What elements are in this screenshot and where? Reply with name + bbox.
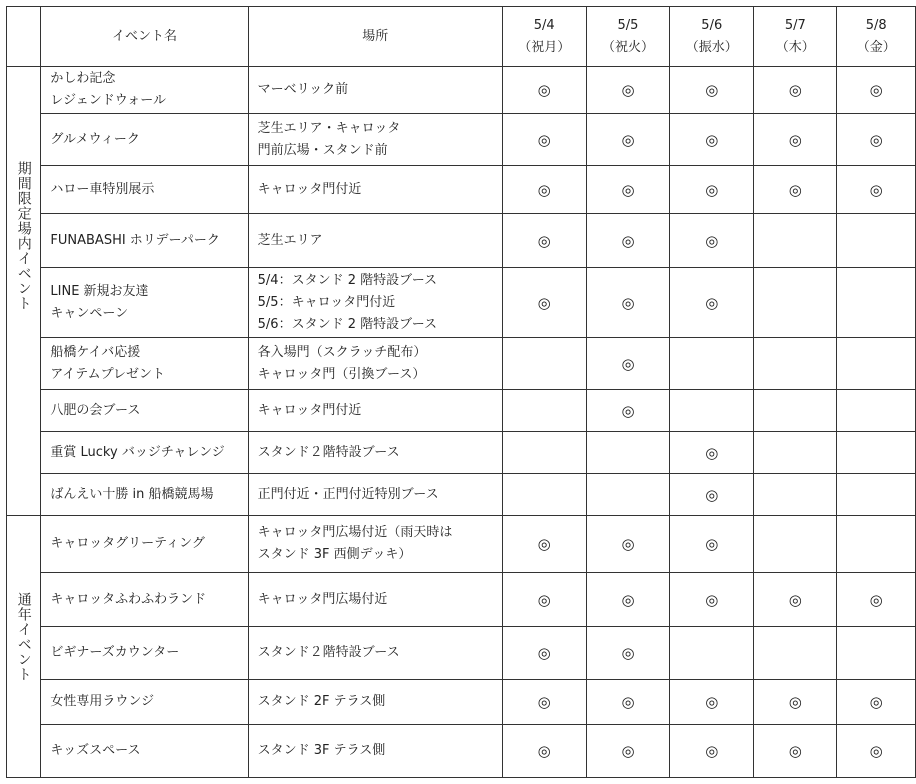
- schedule-cell: [502, 680, 586, 725]
- event-place-cell: [248, 390, 502, 432]
- event-schedule-table: [6, 6, 916, 778]
- schedule-cell: [586, 725, 670, 778]
- double-circle-mark: ◎: [705, 693, 719, 711]
- header-date-2: [670, 7, 754, 67]
- header-date-3: [754, 7, 837, 67]
- schedule-cell: [670, 338, 754, 390]
- double-circle-mark: ◎: [537, 180, 551, 199]
- event-name: キャンペーン: [50, 305, 129, 321]
- schedule-cell: [502, 268, 586, 338]
- schedule-cell: [754, 725, 837, 778]
- schedule-cell: [754, 214, 837, 268]
- header-day-label: （祝火）: [601, 39, 654, 55]
- double-circle-mark: ◎: [537, 742, 551, 760]
- schedule-cell: [754, 516, 837, 573]
- event-name: キャロッタグリーティング: [50, 536, 205, 551]
- schedule-cell: [754, 338, 837, 390]
- header-date-label: 5/8: [865, 17, 887, 33]
- event-name: レジェンドウォール: [50, 93, 167, 108]
- header-date-4: [837, 7, 916, 67]
- double-circle-mark: ◎: [788, 81, 802, 99]
- schedule-cell: [670, 516, 754, 573]
- double-circle-mark: ◎: [869, 590, 883, 609]
- schedule-cell: [670, 214, 754, 268]
- event-place-cell: [248, 627, 502, 680]
- schedule-cell: [586, 627, 670, 680]
- event-name: 女性専用ラウンジ: [50, 694, 155, 709]
- event-place: マーベリック前: [257, 82, 349, 97]
- schedule-cell: [837, 67, 916, 114]
- event-place: スタンド 3F テラス側: [257, 743, 386, 758]
- schedule-cell: [502, 573, 586, 627]
- schedule-cell: [586, 474, 670, 516]
- double-circle-mark: ◎: [621, 742, 635, 760]
- event-row: [7, 573, 916, 627]
- event-place: 門前広場・スタンド前: [257, 142, 388, 158]
- schedule-cell: [754, 166, 837, 214]
- schedule-cell: [754, 627, 837, 680]
- schedule-cell: [586, 516, 670, 573]
- schedule-cell: [586, 338, 670, 390]
- header-row: [7, 7, 916, 67]
- event-row: [7, 338, 916, 390]
- event-name-cell: [41, 474, 248, 516]
- double-circle-mark: ◎: [705, 130, 719, 149]
- event-place-cell: [248, 680, 502, 725]
- event-name-cell: [41, 338, 248, 390]
- schedule-cell: [502, 114, 586, 166]
- event-name-cell: [41, 516, 248, 573]
- double-circle-mark: ◎: [621, 293, 635, 312]
- event-schedule: [6, 6, 916, 778]
- double-circle-mark: ◎: [537, 535, 551, 553]
- header-event-name: イベント名: [41, 7, 248, 67]
- schedule-cell: [502, 516, 586, 573]
- event-place: キャロッタ門広場付近（雨天時は: [257, 525, 453, 540]
- event-place-cell: [248, 573, 502, 627]
- event-place-cell: [248, 214, 502, 268]
- schedule-cell: [754, 67, 837, 114]
- double-circle-mark: ◎: [621, 401, 635, 420]
- header-date-0: [502, 7, 586, 67]
- schedule-cell: [586, 67, 670, 114]
- event-place: キャロッタ門広場付近: [257, 591, 388, 607]
- double-circle-mark: ◎: [788, 742, 802, 760]
- double-circle-mark: ◎: [788, 180, 802, 199]
- event-place: スタンド２階特設ブース: [257, 645, 400, 660]
- event-row: [7, 725, 916, 778]
- double-circle-mark: ◎: [869, 81, 883, 99]
- double-circle-mark: ◎: [621, 590, 635, 609]
- double-circle-mark: ◎: [705, 590, 719, 609]
- schedule-cell: [670, 114, 754, 166]
- event-name: キッズスペース: [50, 743, 141, 758]
- event-place: 芝生エリア: [257, 232, 323, 248]
- event-row: [7, 67, 916, 114]
- schedule-cell: [670, 166, 754, 214]
- event-name: キャロッタふわふわランド: [50, 591, 207, 607]
- double-circle-mark: ◎: [621, 130, 635, 149]
- schedule-cell: [502, 166, 586, 214]
- schedule-cell: [670, 680, 754, 725]
- schedule-cell: [754, 680, 837, 725]
- event-name: ビギナーズカウンター: [50, 645, 180, 660]
- schedule-cell: [670, 725, 754, 778]
- schedule-cell: [837, 474, 916, 516]
- schedule-cell: [754, 432, 837, 474]
- header-date-label: 5/4: [533, 17, 555, 33]
- schedule-cell: [837, 516, 916, 573]
- event-name-cell: [41, 390, 248, 432]
- group-label: 通年イベント: [15, 592, 32, 682]
- event-row: [7, 474, 916, 516]
- event-place: 5/4：スタンド 2 階特設ブース: [257, 272, 438, 288]
- event-place: 5/6：スタンド 2 階特設ブース: [257, 316, 438, 332]
- schedule-cell: [754, 114, 837, 166]
- schedule-cell: [502, 474, 586, 516]
- double-circle-mark: ◎: [788, 130, 802, 149]
- event-row: [7, 627, 916, 680]
- header-date-1: [586, 7, 670, 67]
- double-circle-mark: ◎: [621, 231, 635, 250]
- event-name: LINE 新規お友達: [50, 283, 149, 299]
- schedule-cell: [670, 268, 754, 338]
- schedule-cell: [586, 114, 670, 166]
- header-date-label: 5/7: [784, 17, 806, 33]
- event-place-cell: [248, 474, 502, 516]
- schedule-cell: [502, 338, 586, 390]
- schedule-cell: [586, 214, 670, 268]
- event-name: アイテムプレゼント: [50, 366, 166, 382]
- event-row: [7, 114, 916, 166]
- schedule-cell: [837, 627, 916, 680]
- double-circle-mark: ◎: [705, 293, 719, 312]
- double-circle-mark: ◎: [537, 644, 551, 662]
- event-name: グルメウィーク: [50, 131, 140, 147]
- event-row: [7, 680, 916, 725]
- event-row: [7, 516, 916, 573]
- event-name-cell: [41, 214, 248, 268]
- double-circle-mark: ◎: [537, 693, 551, 711]
- header-day-label: （祝月）: [518, 39, 571, 55]
- double-circle-mark: ◎: [621, 354, 635, 373]
- schedule-cell: [502, 725, 586, 778]
- event-name: ばんえい十勝 in 船橋競馬場: [50, 486, 214, 502]
- schedule-cell: [837, 432, 916, 474]
- event-place: キャロッタ門付近: [257, 402, 362, 418]
- schedule-cell: [586, 268, 670, 338]
- schedule-cell: [754, 390, 837, 432]
- event-name-cell: [41, 573, 248, 627]
- double-circle-mark: ◎: [705, 485, 719, 504]
- event-place-cell: [248, 338, 502, 390]
- double-circle-mark: ◎: [869, 693, 883, 711]
- schedule-cell: [670, 432, 754, 474]
- schedule-cell: [837, 338, 916, 390]
- event-row: [7, 214, 916, 268]
- header-day-label: （木）: [775, 39, 815, 55]
- double-circle-mark: ◎: [705, 180, 719, 199]
- schedule-cell: [837, 725, 916, 778]
- event-name: 船橋ケイバ応援: [50, 344, 141, 360]
- group-label: 期間限定場内イベント: [15, 161, 32, 311]
- event-name: 八肥の会ブース: [50, 402, 141, 418]
- double-circle-mark: ◎: [705, 535, 719, 553]
- double-circle-mark: ◎: [537, 293, 551, 312]
- schedule-cell: [502, 67, 586, 114]
- double-circle-mark: ◎: [621, 693, 635, 711]
- double-circle-mark: ◎: [537, 231, 551, 250]
- event-place-cell: [248, 268, 502, 338]
- schedule-cell: [670, 474, 754, 516]
- schedule-cell: [837, 268, 916, 338]
- event-name-cell: [41, 680, 248, 725]
- double-circle-mark: ◎: [621, 81, 635, 99]
- schedule-cell: [670, 573, 754, 627]
- group-label-cell: [7, 67, 41, 516]
- double-circle-mark: ◎: [537, 81, 551, 99]
- event-row: [7, 432, 916, 474]
- double-circle-mark: ◎: [869, 130, 883, 149]
- schedule-cell: [586, 390, 670, 432]
- event-place: キャロッタ門（引換ブース）: [257, 366, 426, 382]
- double-circle-mark: ◎: [705, 443, 719, 462]
- event-place: 正門付近・正門付近特別ブース: [257, 486, 439, 502]
- schedule-cell: [837, 573, 916, 627]
- schedule-cell: [837, 390, 916, 432]
- schedule-cell: [837, 214, 916, 268]
- event-place: 各入場門（スクラッチ配布）: [257, 344, 427, 360]
- double-circle-mark: ◎: [869, 180, 883, 199]
- group-label-cell: [7, 516, 41, 778]
- schedule-cell: [837, 680, 916, 725]
- event-place-cell: [248, 725, 502, 778]
- event-place: 芝生エリア・キャロッタ: [257, 120, 401, 136]
- schedule-cell: [586, 166, 670, 214]
- event-row: [7, 166, 916, 214]
- event-place-cell: [248, 67, 502, 114]
- schedule-cell: [837, 166, 916, 214]
- double-circle-mark: ◎: [705, 742, 719, 760]
- event-place-cell: [248, 114, 502, 166]
- header-corner: [7, 7, 41, 67]
- event-name: かしわ記念: [50, 71, 116, 86]
- event-row: [7, 390, 916, 432]
- schedule-cell: [670, 67, 754, 114]
- event-place: スタンド２階特設ブース: [257, 444, 400, 460]
- schedule-cell: [754, 573, 837, 627]
- event-place: キャロッタ門付近: [257, 181, 362, 197]
- event-place: スタンド 2F テラス側: [257, 694, 386, 709]
- schedule-cell: [502, 390, 586, 432]
- event-name-cell: [41, 432, 248, 474]
- event-name-cell: [41, 627, 248, 680]
- header-day-label: （振水）: [685, 39, 738, 55]
- event-place-cell: [248, 432, 502, 474]
- event-name-cell: [41, 67, 248, 114]
- header-date-label: 5/6: [701, 17, 723, 33]
- schedule-cell: [754, 268, 837, 338]
- schedule-cell: [586, 432, 670, 474]
- schedule-cell: [586, 680, 670, 725]
- double-circle-mark: ◎: [621, 180, 635, 199]
- event-name-cell: [41, 114, 248, 166]
- event-place-cell: [248, 516, 502, 573]
- double-circle-mark: ◎: [705, 231, 719, 250]
- double-circle-mark: ◎: [788, 693, 802, 711]
- schedule-body: [7, 67, 916, 778]
- event-name: FUNABASHI ホリデーパーク: [50, 232, 220, 248]
- double-circle-mark: ◎: [788, 590, 802, 609]
- schedule-cell: [502, 432, 586, 474]
- header-place: 場所: [248, 7, 502, 67]
- event-name: 重賞 Lucky バッジチャレンジ: [50, 444, 225, 460]
- double-circle-mark: ◎: [537, 130, 551, 149]
- event-row: [7, 268, 916, 338]
- double-circle-mark: ◎: [621, 644, 635, 662]
- schedule-cell: [754, 474, 837, 516]
- schedule-cell: [502, 214, 586, 268]
- double-circle-mark: ◎: [537, 590, 551, 609]
- event-name: ハロー車特別展示: [50, 181, 155, 197]
- schedule-cell: [670, 390, 754, 432]
- event-place-cell: [248, 166, 502, 214]
- event-place: スタンド 3F 西側デッキ）: [257, 547, 412, 562]
- schedule-cell: [837, 114, 916, 166]
- header-date-label: 5/5: [617, 17, 639, 33]
- event-name-cell: [41, 725, 248, 778]
- double-circle-mark: ◎: [621, 535, 635, 553]
- schedule-cell: [502, 627, 586, 680]
- event-place: 5/5：キャロッタ門付近: [257, 294, 396, 310]
- event-name-cell: [41, 268, 248, 338]
- event-name-cell: [41, 166, 248, 214]
- schedule-cell: [670, 627, 754, 680]
- double-circle-mark: ◎: [705, 81, 719, 99]
- double-circle-mark: ◎: [869, 742, 883, 760]
- header-day-label: （金）: [856, 39, 896, 55]
- schedule-cell: [586, 573, 670, 627]
